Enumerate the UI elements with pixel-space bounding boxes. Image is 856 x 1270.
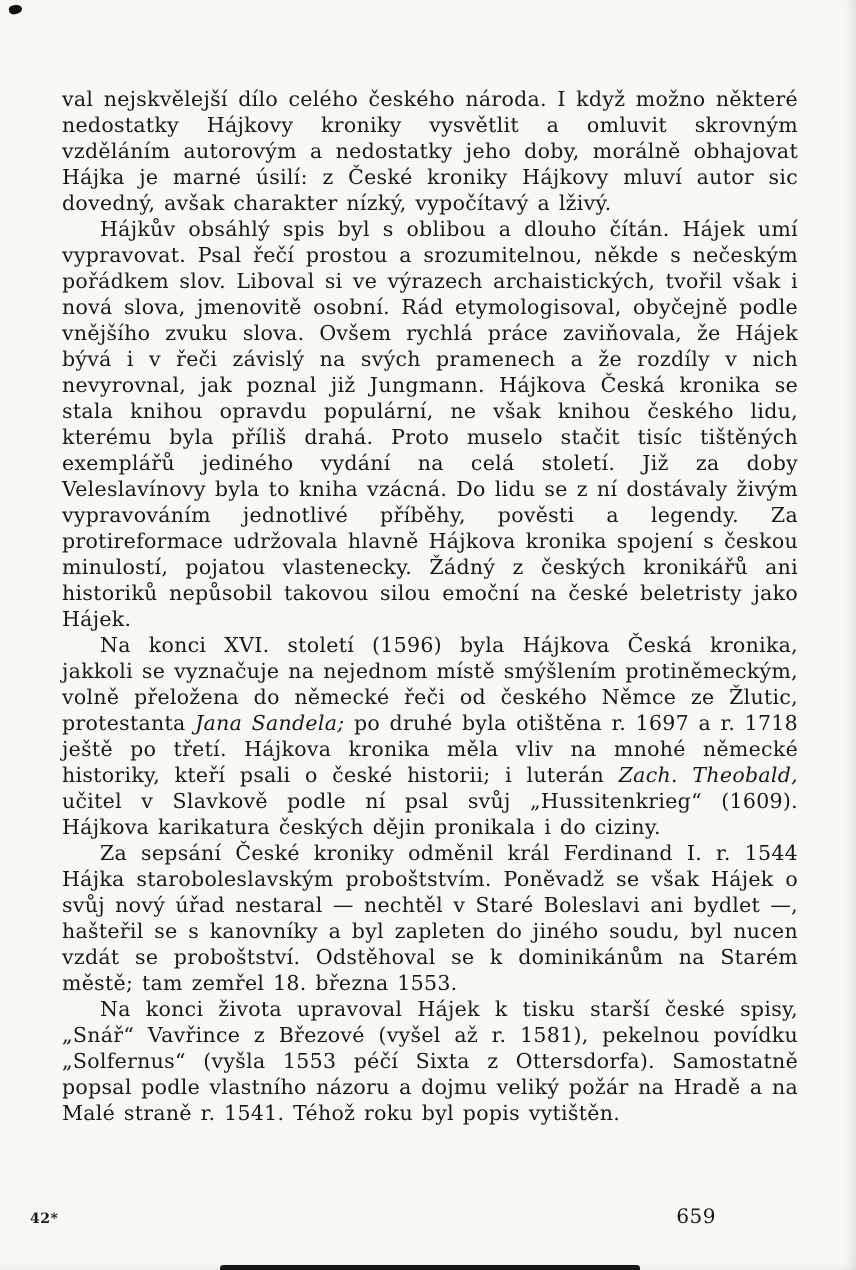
paragraph <box>62 216 798 632</box>
page-footer <box>30 1204 716 1228</box>
scan-artifact-top-left <box>8 4 23 16</box>
text-segment: Na konci XVI. století (1596) byla Hájkova Česká kronika, jakkoli se vyznačuje na nejednom místě smýšlením protiněmeckým, volně přeložena do německé řeči od českého Němce ze Žlutic, protestanta <box>62 633 798 735</box>
paragraph <box>62 632 798 840</box>
text-segment: Na konci života upravoval Hájek k tisku starší české spisy, „Snář“ Vavřince z Březové (vyšel až r. 1581), pekelnou povídku „Solfernus“ (vyšla 1553 péčí Sixta z Ottersdorfa). Samostatně popsal podle vlastního názoru a dojmu veliký požár na Hradě a na Malé straně r. 1541. Téhož roku byl popis vytištěn. <box>62 997 798 1125</box>
signature-mark: 42* <box>30 1211 59 1227</box>
paragraph <box>62 840 798 996</box>
text-segment: val nejskvělejší dílo celého českého národa. I když možno některé nedostatky Hájkovy kroniky vysvětlit a omluvit skrovným vzděláním autorovým a nedostatky jeho doby, morálně obhajovat Hájka je marné úsilí: z České kroniky Hájkovy mluví autor sic dovedný, avšak charakter nízký, vypočítavý a lživý. <box>62 87 798 215</box>
paragraph <box>62 996 798 1126</box>
scan-artifact-bottom-edge <box>220 1265 640 1270</box>
paragraph <box>62 86 798 216</box>
text-segment: Hájkův obsáhlý spis byl s oblibou a dlouho čítán. Hájek umí vypravovat. Psal řečí prostou a srozumitelnou, někde s nečeským pořádkem slov. Liboval si ve výrazech archaistických, tvořil však i nová slova, jmenovitě osobní. Rád etymologisoval, obyčejně podle vnějšího zvuku slova. Ovšem rychlá práce zaviňovala, že Hájek bývá i v řeči závislý na svých pramenech a že rozdíly v nich nevyrovnal, jak poznal již Jungmann. Hájkova Česká kronika se stala knihou opravdu populární, ne však knihou českého lidu, kterému byla příliš drahá. Proto muselo stačit tisíc tištěných exemplářů jediného vydání na celá století. Již za doby Veleslavínovy byla to kniha vzácná. Do lidu se z ní dostávaly živým vypravováním jednotlivé příběhy, pověsti a legendy. Za protireformace udržovala hlavně Hájkova kronika spojení s českou minulostí, pojatou vlastenecky. Žádný z českých kronikářů ani historiků nepůsobil takovou silou emoční na české beletristy jako Hájek. <box>62 217 798 631</box>
text-segment: Jana Sandela; <box>195 711 345 735</box>
text-segment: Zach. Theobald, <box>618 763 799 787</box>
page-text <box>62 86 798 1126</box>
text-segment: Za sepsání České kroniky odměnil král Ferdinand I. r. 1544 Hájka staroboleslavským proboštstvím. Poněvadž se však Hájek o svůj nový úřad nestaral — nechtěl v Staré Boleslavi ani bydlet —, hašteřil se s kanovníky a byl zapleten do jiného soudu, byl nucen vzdát se proboštství. Odstěhoval se k dominikánům na Starém městě; tam zemřel 18. března 1553. <box>62 841 798 995</box>
page-number: 659 <box>676 1204 716 1228</box>
text-segment: učitel v Slavkově podle ní psal svůj „Hussitenkrieg“ (1609). Hájkova karikatura českých dějin pronikala i do ciziny. <box>62 789 798 839</box>
text-segment: po druhé byla otištěna r. 1697 a r. 1718 ještě po třetí. Hájkova kronika měla vliv na mnohé německé historiky, kteří psali o české historii; i luterán <box>62 711 798 787</box>
